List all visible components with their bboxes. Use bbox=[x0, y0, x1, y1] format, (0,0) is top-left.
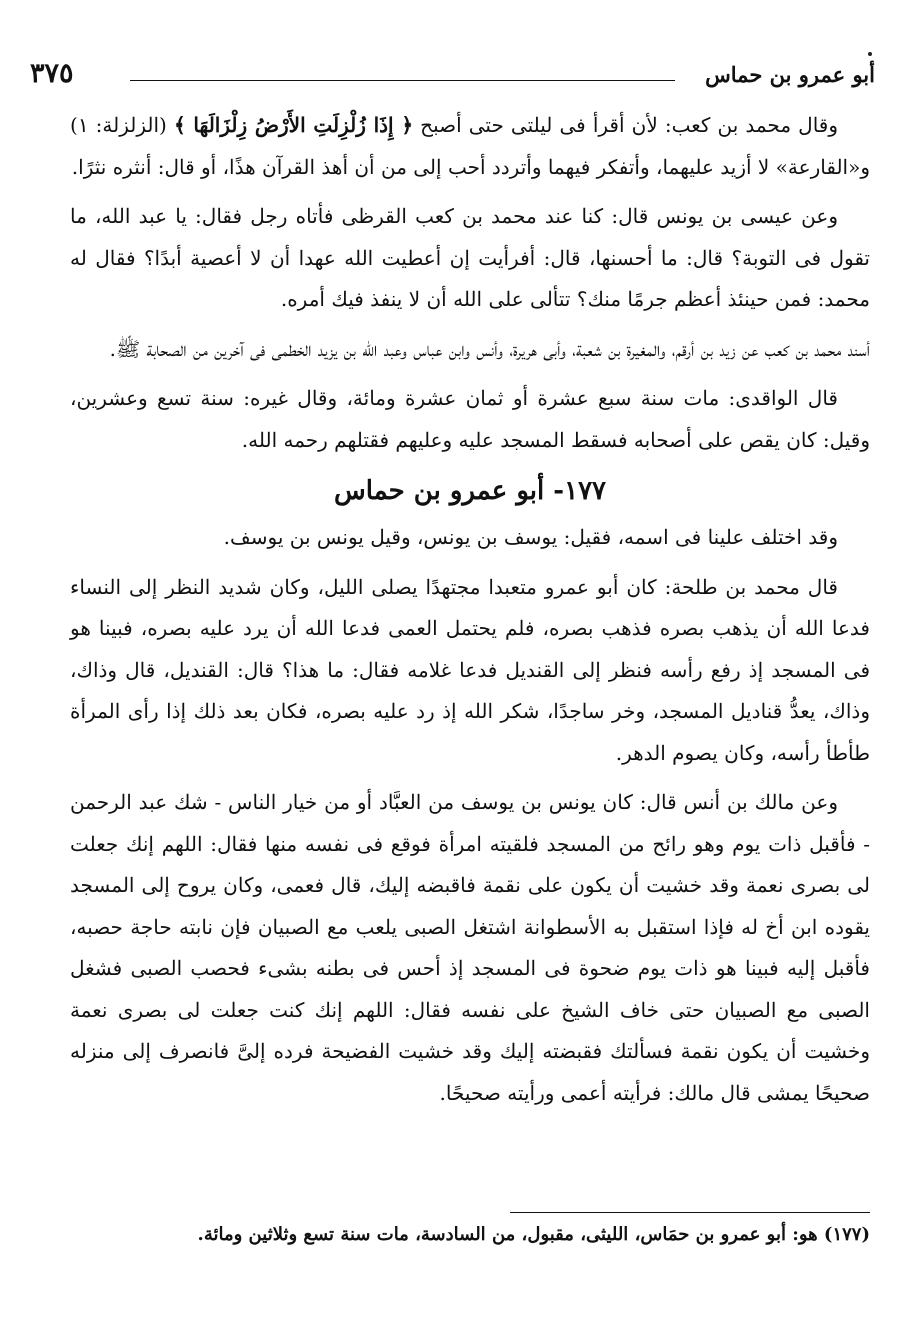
quran-verse: ﴿ إِذَا زُلْزِلَتِ الأَرْضُ زِلْزَالَهَا ﴾ bbox=[173, 113, 414, 137]
running-title: أبو عمرو بن حماس bbox=[705, 62, 875, 87]
main-text bbox=[70, 105, 870, 1122]
footnote-rule bbox=[510, 1212, 870, 1213]
footnote: (١٧٧) هو: أبو عمرو بن حمَاس، الليثى، مقبول، من السادسة، مات سنة تسع وثلاثين ومائة. bbox=[197, 1224, 870, 1245]
section-title: ١٧٧- أبو عمرو بن حماس bbox=[333, 476, 607, 506]
paragraph bbox=[70, 105, 870, 188]
corner-mark bbox=[868, 52, 872, 56]
paragraph: وعن مالك بن أنس قال: كان يونس بن يوسف من العبَّاد أو من خيار الناس - شك عبد الرحمن - فأقبل ذات يوم وهو رائح من المسجد فلقيته امرأة فوقع فى نفسه منها فقال: اللهم إنك جعلت لى بصرى نعمة وقد خشيت أن يكون على نقمة فاقبضه إليك، قال فعمى، وكان يروح إلى المسجد يقوده ابن أخ له فإذا استقبل به الأسطوانة اشتغل الصبى يلعب مع الصبيان فإن نابته حاجة حصبه، فأقبل إليه فبينا هو ذات يوم ضحوة فى المسجد إذ أحس فى بطنه بشىء فحصب الصبى فشغل الصبى مع الصبيان حتى خاف الشيخ على نفسه فقال: اللهم إنك كنت جعلت لى بصرى نعمة وخشيت أن يكون نقمة فسألتك فقبضته إليك وقد خشيت الفضيحة فرده إلىَّ فانصرف إلى منزله صحيحًا يمشى قال مالك: فرأيته أعمى ورأيته صحيحًا. bbox=[70, 790, 870, 1105]
page-number: ٣٧٥ bbox=[30, 58, 74, 89]
paragraph: وقد اختلف علينا فى اسمه، فقيل: يوسف بن يونس، وقيل يونس بن يوسف. bbox=[223, 525, 838, 549]
header-rule bbox=[130, 80, 675, 81]
paragraph-text: وقال محمد بن كعب: لأن أقرأ فى ليلتى حتى أصبح bbox=[413, 113, 839, 137]
paragraph: قال الواقدى: مات سنة سبع عشرة أو ثمان عشرة ومائة، وقال غيره: سنة تسع وعشرين، وقيل: كان يقص على أصحابه فسقط المسجد عليه وعليهم فقتلهم رحمه الله. bbox=[70, 386, 870, 452]
paragraph: وعن عيسى بن يونس قال: كنا عند محمد بن كعب القرظى فأتاه رجل فقال: يا عبد الله، ما تقول فى التوبة؟ قال: ما أحسنها، قال: أفرأيت إن أعطيت الله عهدا أن لا أعصية أبدًا؟ فقال له محمد: فمن حينئذ أعظم جرمًا منك؟ تتألى على الله أن لا ينفذ فيك أمره. bbox=[70, 204, 870, 311]
paragraph: قال محمد بن طلحة: كان أبو عمرو متعبدا مجتهدًا يصلى الليل، وكان شديد النظر إلى النساء فدعا الله أن يذهب بصره فذهب بصره، فلم يحتمل العمى فدعا الله أن يرد عليه بصره، فبينا هو فى المسجد إذ رفع رأسه فنظر إلى القنديل فدعا غلامه فقال: ما هذا؟ قال: القنديل، قال وذاك، وذاك، يعدُّ قناديل المسجد، وخر ساجدًا، شكر الله إذ رد عليه بصره، فكان بعد ذلك إذا رأى المرأة طأطأ رأسه، وكان يصوم الدهر. bbox=[70, 574, 870, 765]
paragraph-text: (الزلزلة: ١) و«القارعة» لا أزيد عليهما، وأتفكر فيهما وأتردد أحب إلى من أن أهذ القرآن هذًا، أو قال: أنثره نثرًا. bbox=[70, 113, 870, 179]
page-header bbox=[30, 58, 875, 98]
paragraph: أسند محمد بن كعب عن زيد بن أرقم، والمغيرة بن شعبة، وأبى هريرة، وأنس وابن عباس وعبد الله بن يزيد الخطمى فى آخرين من الصحابة ﷺ. bbox=[109, 336, 870, 361]
